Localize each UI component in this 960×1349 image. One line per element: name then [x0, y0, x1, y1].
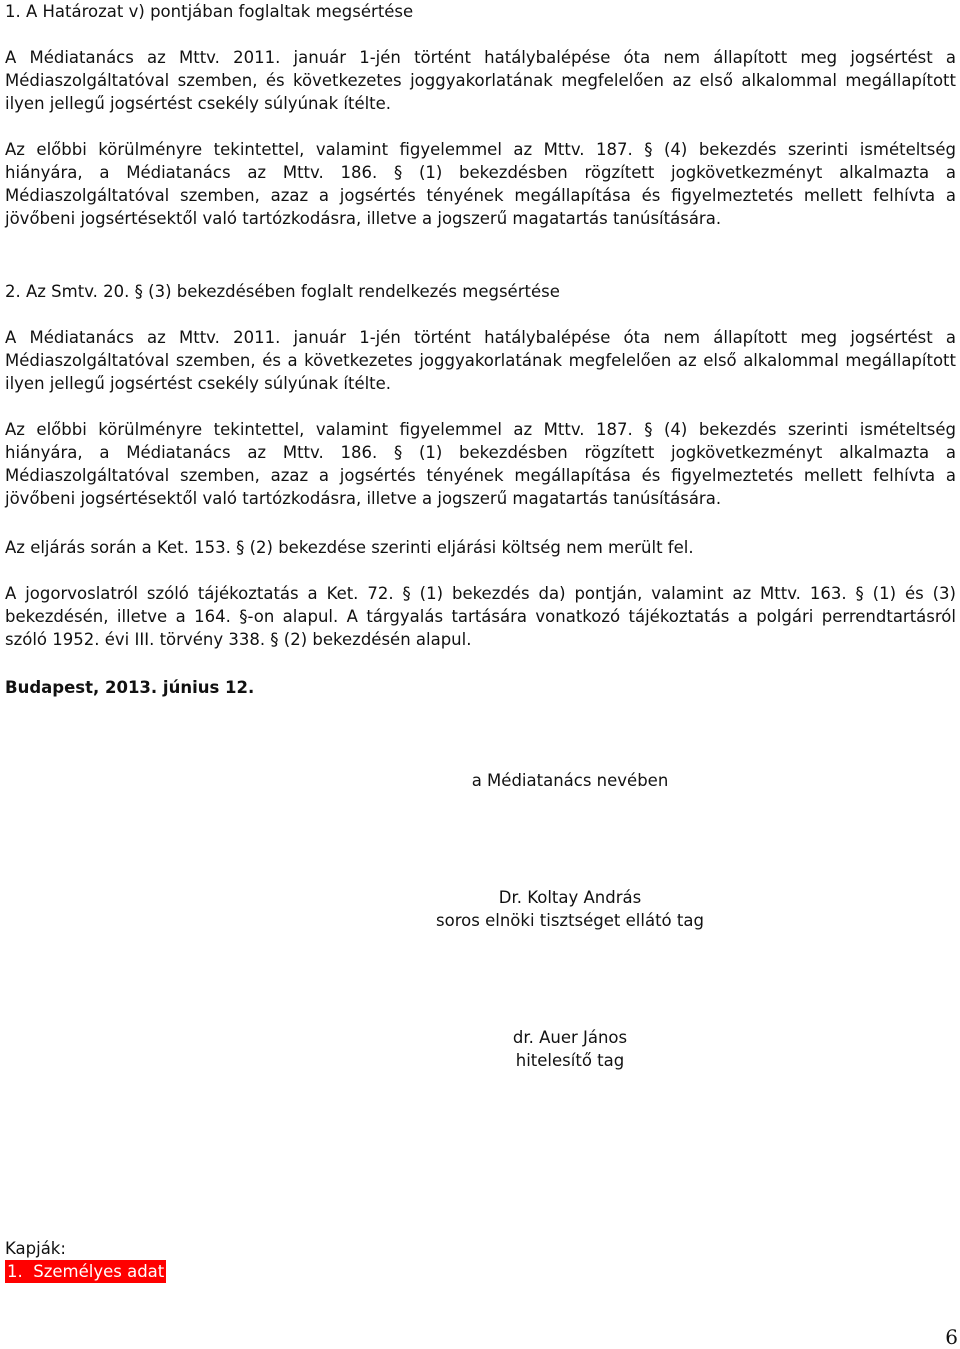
signatory-1-name: Dr. Koltay András: [498, 888, 642, 907]
signatory-2-title: hitelesítő tag: [515, 1051, 625, 1070]
paragraph-6: A jogorvoslatról szóló tájékoztatás a Ket. 72. § (1) bekezdés da) pontján, valamint az Mttv. 163. § (1) és (3) bekezdésén, illetve a 164. §-on alapul. A tárgyalás tartására vonatkozó tájékoztatás a polgári perrendtartásról szóló 1952. évi III. törvény 338. § (2) bekezdésén alapul.: [5, 584, 956, 649]
paragraph-3: A Médiatanács az Mttv. 2011. január 1-jén történt hatálybalépése óta nem állapított meg jogsértést a Médiaszolgáltatóval szemben, és a következetes joggyakorlatának megfelelően az első alkalommal megállapított ilyen jellegű jogsértést csekély súlyúnak ítélte.: [5, 328, 956, 393]
section-heading-2: 2. Az Smtv. 20. § (3) bekezdésében foglalt rendelkezés megsértése: [5, 282, 560, 301]
section-heading-1: 1. A Határozat v) pontjában foglaltak megsértése: [5, 2, 414, 21]
recipient-item: [5, 1260, 956, 1283]
signature-block-2: [370, 1026, 770, 1072]
page-number: 6: [945, 1325, 958, 1349]
signatory-2-name: dr. Auer János: [512, 1028, 628, 1047]
recipients-section: [5, 1237, 956, 1283]
paragraph-1: A Médiatanács az Mttv. 2011. január 1-jén történt hatálybalépése óta nem állapított meg jogsértést a Médiaszolgáltatóval szemben, és következetes joggyakorlatának megfelelően az első alkalommal megállapított ilyen jellegű jogsértést csekély súlyúnak ítélte.: [5, 48, 956, 113]
signature-block-1: [370, 886, 770, 932]
paragraph-2: Az előbbi körülményre tekintettel, valamint figyelemmel az Mttv. 187. § (4) bekezdés szerinti ismételtség hiányára, a Médiatanács az Mttv. 186. § (1) bekezdésben rögzített jogkövetkezményt alkalmazta a Médiaszolgáltatóval szemben, azaz a jogsértés tényének megállapítása és figyelmeztetés mellett felhívta a jövőbeni jogsértésektől való tartózkodásra, illetve a jogszerű magatartás tanúsítására.: [5, 140, 956, 228]
paragraph-4: Az előbbi körülményre tekintettel, valamint figyelemmel az Mttv. 187. § (4) bekezdés szerinti ismételtség hiányára, a Médiatanács az Mttv. 186. § (1) bekezdésben rögzített jogkövetkezményt alkalmazta a Médiaszolgáltatóval szemben, azaz a jogsértés tényének megállapítása és figyelmeztetés mellett felhívta a jövőbeni jogsértésektől való tartózkodásra, illetve a jogszerű magatartás tanúsítására.: [5, 420, 956, 508]
place-and-date: Budapest, 2013. június 12.: [5, 678, 255, 697]
redacted-personal-data: 1. Személyes adat: [7, 1262, 165, 1281]
signatory-1-title: soros elnöki tisztséget ellátó tag: [436, 911, 704, 930]
on-behalf-line: a Médiatanács nevében: [471, 771, 669, 790]
recipients-label: Kapják:: [5, 1239, 66, 1258]
paragraph-5: Az eljárás során a Ket. 153. § (2) bekezdése szerinti eljárási költség nem merült fel.: [5, 538, 694, 557]
